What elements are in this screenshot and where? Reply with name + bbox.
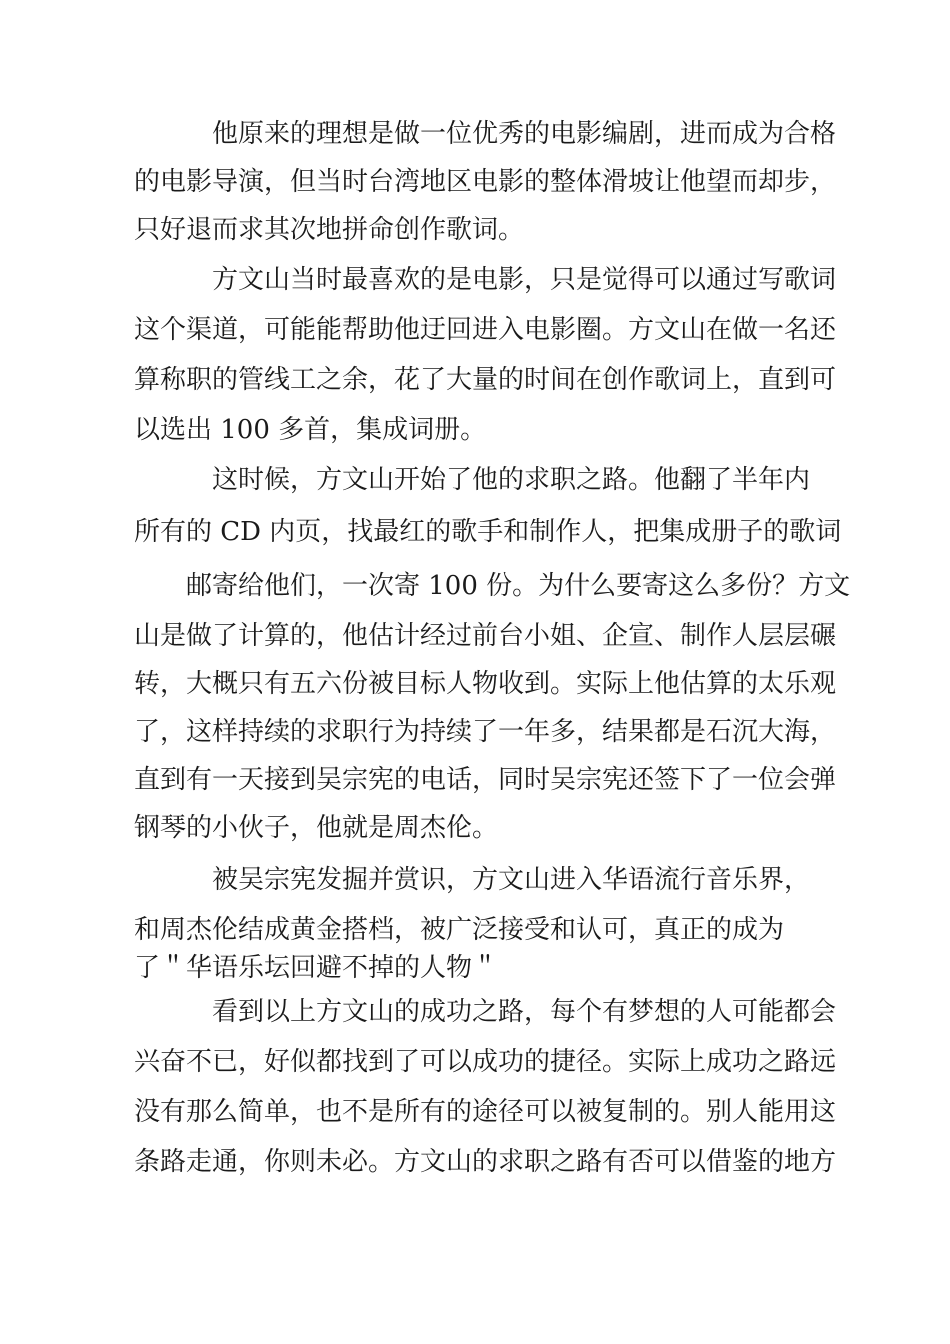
text-line: 以选出 100 多首，集成词册。 [134,415,487,445]
text-line: 直到有一天接到吴宗宪的电话，同时吴宗宪还签下了一位会弹 [134,765,837,795]
text-line: 山是做了计算的，他估计经过前台小姐、企宣、制作人层层碾 [134,621,837,651]
text-line: 被吴宗宪发掘并赏识，方文山进入华语流行音乐界， [212,865,811,895]
text-line: 条路走通，你则未必。方文山的求职之路有否可以借鉴的地方 [134,1147,837,1177]
text-line: 了＂华语乐坛回避不掉的人物＂ [134,953,499,983]
text-line: 算称职的管线工之余，花了大量的时间在创作歌词上，直到可 [134,365,837,395]
text-line: 的电影导演，但当时台湾地区电影的整体滑坡让他望而却步， [134,167,837,197]
text-line: 了，这样持续的求职行为持续了一年多，结果都是石沉大海， [134,717,837,747]
text-line: 转，大概只有五六份被目标人物收到。实际上他估算的太乐观 [134,669,837,699]
text-line: 邮寄给他们，一次寄 100 份。为什么要寄这么多份？方文 [186,571,851,601]
text-line: 看到以上方文山的成功之路，每个有梦想的人可能都会 [212,997,837,1027]
text-line: 没有那么简单，也不是所有的途径可以被复制的。别人能用这 [134,1097,837,1127]
text-line: 只好退而求其次地拼命创作歌词。 [134,215,525,245]
text-line: 这个渠道，可能能帮助他迂回进入电影圈。方文山在做一名还 [134,315,837,345]
text-line: 他原来的理想是做一位优秀的电影编剧，进而成为合格 [212,119,837,149]
text-line: 和周杰伦结成黄金搭档，被广泛接受和认可，真正的成为 [134,915,785,945]
text-line: 钢琴的小伙子，他就是周杰伦。 [134,813,499,843]
text-line: 这时候，方文山开始了他的求职之路。他翻了半年内 [212,465,811,495]
text-line: 兴奋不已，好似都找到了可以成功的捷径。实际上成功之路远 [134,1047,837,1077]
text-line: 所有的 CD 内页，找最红的歌手和制作人，把集成册子的歌词 [134,517,842,547]
text-line: 方文山当时最喜欢的是电影，只是觉得可以通过写歌词 [212,265,837,295]
